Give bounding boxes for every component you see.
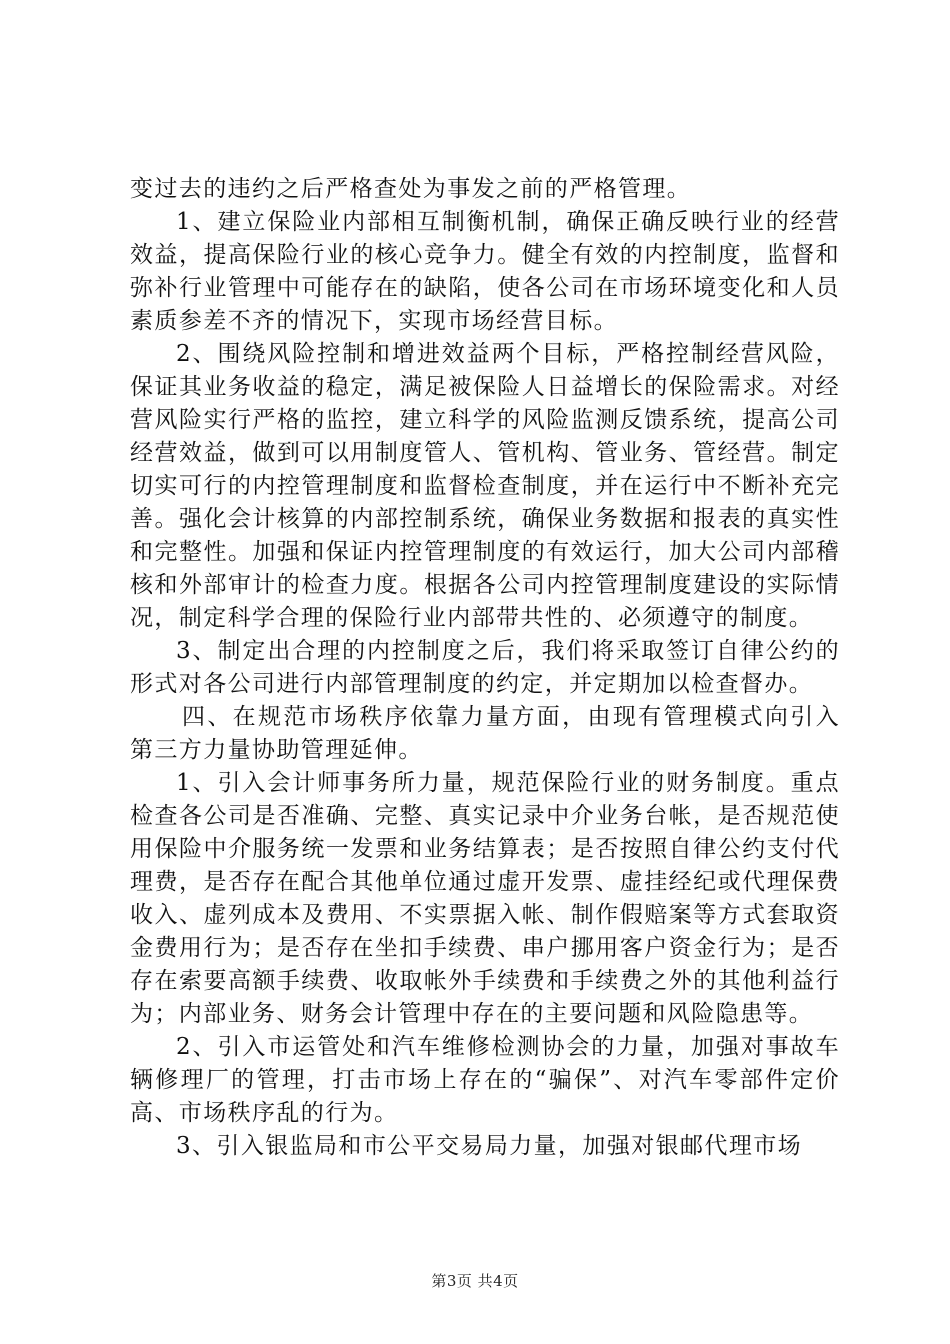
page-number-footer: 第3页 共4页 [431,1272,519,1290]
paragraph-item-3: 3、制定出合理的内控制度之后，我们将采取签订自律公约的形式对各公司进行内部管理制度的约定，并定期加以检查督办。 [130,638,840,697]
paragraph-section4-item-3: 3、引入银监局和市公平交易局力量，加强对银邮代理市场 [176,1133,803,1159]
paragraph-section4-item-1: 1、引入会计师事务所力量，规范保险行业的财务制度。重点检查各公司是否准确、完整、真实记录中介业务台帐，是否规范使用保险中介服务统一发票和业务结算表；是否按照自律公约支付代理费，是否存在配合其他单位通过虚开发票、虚挂经纪或代理保费收入、虚列成本及费用、不实票据入帐、制作假赔案等方式套取资金费用行为；是否存在坐扣手续费、串户挪用客户资金行为；是否存在索要高额手续费、收取帐外手续费和手续费之外的其他利益行为；内部业务、财务会计管理中存在的主要问题和风险隐患等。 [130,770,840,1027]
document-body [130,173,840,1163]
paragraph-item-2: 2、围绕风险控制和增进效益两个目标，严格控制经营风险，保证其业务收益的稳定，满足被保险人日益增长的保险需求。对经营风险实行严格的监控，建立科学的风险监测反馈系统，提高公司经营效益，做到可以用制度管人、管机构、管业务、管经营。制定切实可行的内控管理制度和监督检查制度，并在运行中不断补充完善。强化会计核算的内部控制系统，确保业务数据和报表的真实性和完整性。加强和保证内控管理制度的有效运行，加大公司内部稽核和外部审计的检查力度。根据各公司内控管理制度建设的实际情况，制定科学合理的保险行业内部带共性的、必须遵守的制度。 [130,341,840,631]
paragraph-section4-item-2: 2、引入市运管处和汽车维修检测协会的力量，加强对事故车辆修理厂的管理，打击市场上存在的“骗保”、对汽车零部件定价高、市场秩序乱的行为。 [130,1034,840,1126]
section-heading-four: 四、在规范市场秩序依靠力量方面，由现有管理模式向引入第三方力量协助管理延伸。 [130,704,840,763]
paragraph-item-1: 1、建立保险业内部相互制衡机制，确保正确反映行业的经营效益，提高保险行业的核心竞争力。健全有效的内控制度，监督和弥补行业管理中可能存在的缺陷，使各公司在市场环境变化和人员素质参差不齐的情况下，实现市场经营目标。 [130,209,840,334]
paragraph-continuation: 变过去的违约之后严格查处为事发之前的严格管理。 [130,176,692,202]
